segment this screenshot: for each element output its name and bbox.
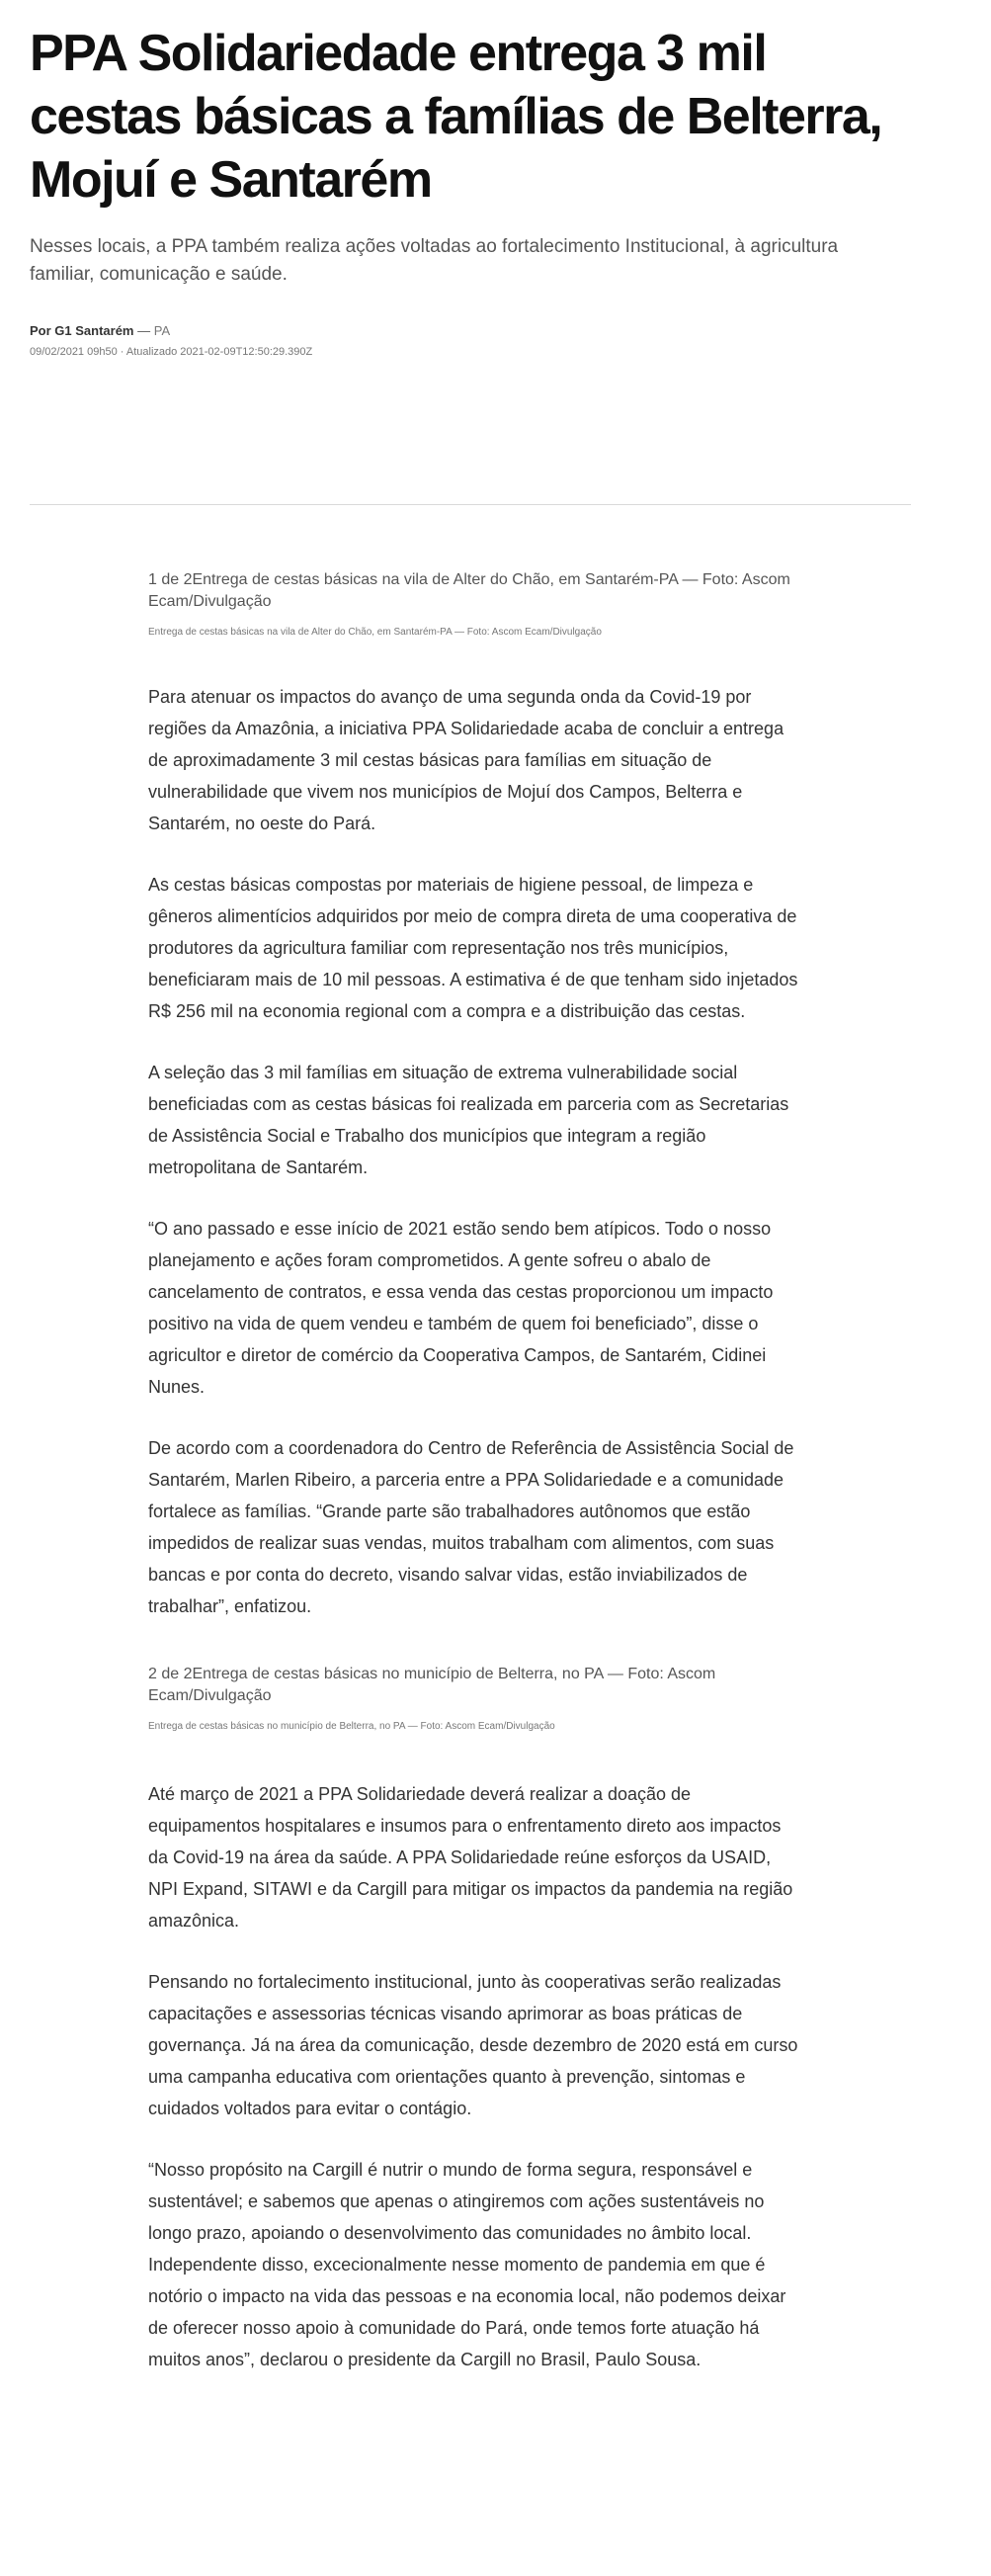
body-paragraph: Pensando no fortalecimento institucional, junto às cooperativas serão realizadas capacitações e assessorias técnicas visando aprimorar as boas práticas de governança. Já na área da comunicação, desde dezembro de 2020 está em curso uma campanha educativa com orientações quanto à prevenção, sintomas e cuidados voltados para evitar o contágio. (148, 1972, 798, 2118)
dateline (30, 344, 919, 360)
header-divider (30, 504, 911, 505)
article-body (148, 569, 802, 2375)
photo-credit: Entrega de cestas básicas na vila de Alter do Chão, em Santarém-PA — Foto: Ascom Ecam/Divulgação (148, 627, 602, 638)
body-paragraph: “Nosso propósito na Cargill é nutrir o mundo de forma segura, responsável e sustentável; e sabemos que apenas o atingiremos com ações sustentáveis no longo prazo, apoiando o desenvolvimento das comunidades no âmbito local. Independente disso, excecionalmente nesse momento de pandemia em que é notório o impacto na vida das pessoas e na economia local, não podemos deixar de oferecer nosso apoio à comunidade do Pará, onde temos forte atuação há muitos anos”, declarou o presidente da Cargill no Brasil, Paulo Sousa. (148, 2160, 786, 2369)
body-paragraph: As cestas básicas compostas por materiais de higiene pessoal, de limpeza e gêneros alimentícios adquiridos por meio de compra direta de uma cooperativa de produtores da agricultura familiar com representação nos três municípios, beneficiaram mais de 10 mil pessoas. A estimativa é de que tenham sido injetados R$ 256 mil na economia regional com a compra e a distribuição das cestas. (148, 875, 798, 1021)
updated-date: Atualizado 2021-02-09T12:50:29.390Z (125, 346, 313, 358)
body-paragraph: A seleção das 3 mil famílias em situação de extrema vulnerabilidade social beneficiadas com as cestas básicas foi realizada em parceria com as Secretarias de Assistência Social e Trabalho dos municípios que integram a região metropolitana de Santarém. (148, 1063, 789, 1177)
author-link[interactable]: Por G1 Santarém (30, 323, 134, 338)
body-paragraph: Para atenuar os impactos do avanço de uma segunda onda da Covid-19 por regiões da Amazônia, a iniciativa PPA Solidariedade acaba de concluir a entrega de aproximadamente 3 mil cestas básicas para famílias em situação de vulnerabilidade que vivem nos municípios de Mojuí dos Campos, Belterra e Santarém, no oeste do Pará. (148, 687, 785, 833)
article-header (30, 22, 919, 360)
byline (30, 322, 919, 340)
region-label: PA (153, 323, 171, 338)
dateline-separator: · (117, 346, 126, 358)
article-subtitle: Nesses locais, a PPA também realiza ações voltadas ao fortalecimento Institucional, à agricultura familiar, comunicação e saúde. (30, 236, 839, 285)
body-paragraph: Até março de 2021 a PPA Solidariedade deverá realizar a doação de equipamentos hospitalares e insumos para o enfrentamento direto aos impactos da Covid-19 na área da saúde. A PPA Solidariedade reúne esforços da USAID, NPI Expand, SITAWI e da Cargill para mitigar os impactos da pandemia na região amazônica. (148, 1784, 793, 1931)
media-caption: 1 de 2Entrega de cestas básicas na vila de Alter do Chão, em Santarém-PA — Foto: Ascom Ecam/Divulgação (148, 571, 790, 610)
byline-separator: — (133, 323, 154, 338)
media-caption: 2 de 2Entrega de cestas básicas no município de Belterra, no PA — Foto: Ascom Ecam/Divulgação (148, 1666, 716, 1704)
body-paragraph: “O ano passado e esse início de 2021 estão sendo bem atípicos. Todo o nosso planejamento e ações foram comprometidos. A gente sofreu o abalo de cancelamento de contratos, e essa venda das cestas proporcionou um impacto positivo na vida de quem vendeu e também de quem foi beneficiado”, disse o agricultor e diretor de comércio da Cooperativa Campos, de Santarém, Cidinei Nunes. (148, 1219, 774, 1397)
body-paragraph: De acordo com a coordenadora do Centro de Referência de Assistência Social de Santarém, Marlen Ribeiro, a parceria entre a PPA Solidariedade e a comunidade fortalece as famílias. “Grande parte são trabalhadores autônomos que estão impedidos de realizar suas vendas, muitos trabalham com alimentos, com suas bancas e por conta do decreto, visando salvar vidas, estão inviabilizados de trabalhar”, enfatizou. (148, 1438, 794, 1616)
published-date: 09/02/2021 09h50 (30, 346, 118, 358)
media-block-1 (148, 569, 802, 640)
media-block-2 (148, 1664, 802, 1734)
article-title: PPA Solidariedade entrega 3 mil cestas básicas a famílias de Belterra, Mojuí e Santarém (30, 25, 882, 209)
photo-credit: Entrega de cestas básicas no município de Belterra, no PA — Foto: Ascom Ecam/Divulgação (148, 1721, 555, 1732)
